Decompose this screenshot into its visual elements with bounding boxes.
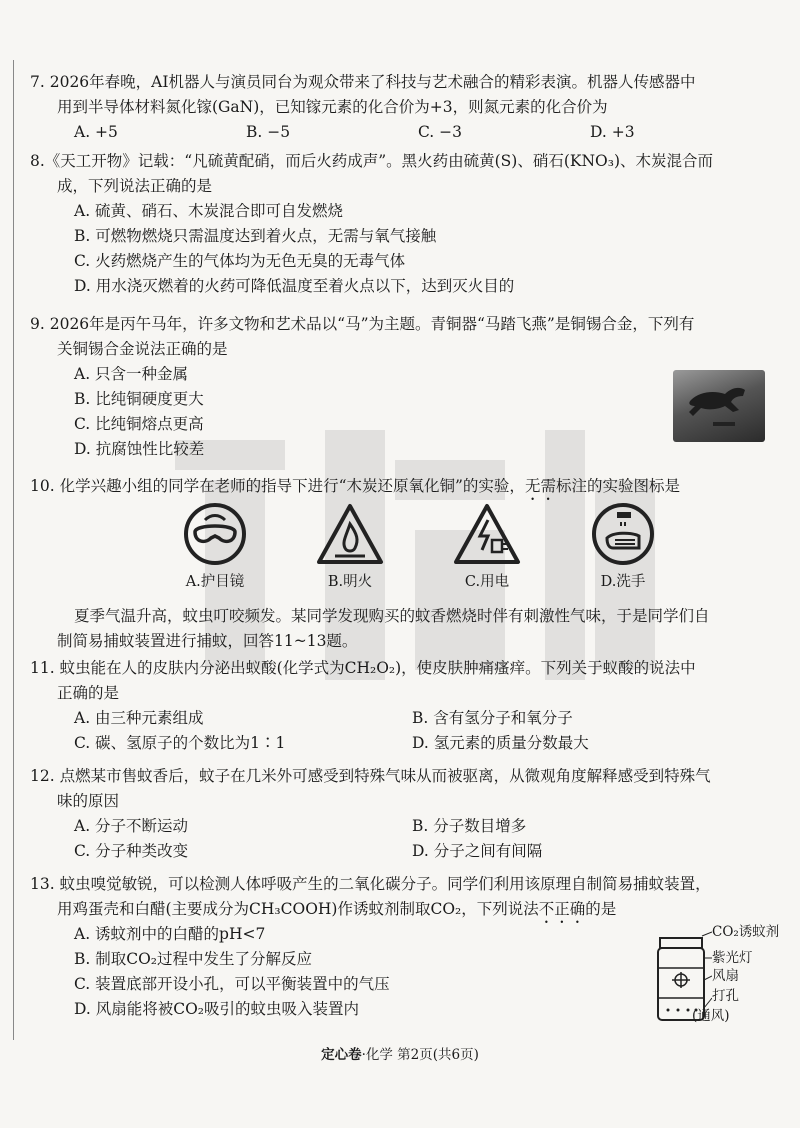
q8-option-b[interactable]: B. 可燃物燃烧只需温度达到着火点，无需与氧气接触	[74, 227, 437, 245]
q7-options	[30, 120, 780, 145]
intro-line-2: 制简易捕蚊装置进行捕蚊，回答11~13题。	[57, 632, 358, 650]
footer-page-info: ·化学 第2页(共6页)	[361, 1047, 479, 1063]
electricity-icon	[452, 502, 522, 566]
q10-icon-label-d: D.洗手	[600, 574, 646, 590]
q13-option-b[interactable]: B. 制取CO₂过程中发生了分解反应	[74, 950, 313, 968]
q12-option-b[interactable]: B. 分子数目增多	[412, 817, 527, 835]
q7-option-d[interactable]: D. +3	[590, 123, 635, 141]
q10-icon-label-c: C.用电	[464, 574, 510, 590]
q9-stem-2: 关铜锡合金说法正确的是	[57, 340, 228, 358]
device-label-holes: 打孔	[712, 988, 739, 1004]
q10-stem: 10. 化学兴趣小组的同学在老师的指导下进行“木炭还原氧化铜”的实验，无需标注的实验图标是	[30, 477, 680, 495]
q11-stem-2: 正确的是	[57, 684, 120, 702]
q13-stem-2: 用鸡蛋壳和白醋(主要成分为CH₃COOH)作诱蚊剂制取CO₂，下列说法不正确的是	[57, 900, 617, 918]
q11-option-a[interactable]: A. 由三种元素组成	[74, 709, 204, 727]
q12-options-row-2	[30, 839, 780, 864]
q10-emphasis: 无需	[524, 477, 556, 495]
q8-stem-1: 8.《天工开物》记载：“凡硫黄配硝，而后火药成声”。黑火药由硫黄(S)、硝石(KNO₃)、木炭混合而	[30, 152, 714, 170]
open-flame-icon	[315, 502, 385, 566]
device-label-co2: CO₂诱蚊剂	[712, 924, 780, 940]
q10-icons	[150, 502, 690, 598]
context-intro	[30, 604, 780, 654]
q12-stem-1: 12. 点燃某市售蚊香后，蚊子在几米外可感受到特殊气味从而被驱离，从微观角度解释感受到特殊气	[30, 767, 711, 785]
question-11	[30, 656, 780, 756]
q10-option-a[interactable]	[150, 502, 280, 591]
mosquito-trap-diagram	[652, 924, 792, 1028]
hand-washing-icon	[591, 502, 655, 566]
q12-option-c[interactable]: C. 分子种类改变	[74, 842, 189, 860]
q12-option-a[interactable]: A. 分子不断运动	[74, 817, 189, 835]
q13-option-c[interactable]: C. 装置底部开设小孔，可以平衡装置中的气压	[74, 975, 390, 993]
q13-emphasis: 不正确	[538, 900, 586, 918]
q9-option-b[interactable]: B. 比纯铜硬度更大	[74, 390, 204, 408]
q13-option-d[interactable]: D. 风扇能将被CO₂吸引的蚊虫吸入装置内	[74, 1000, 360, 1018]
q10-icon-label-a: A.护目镜	[185, 574, 245, 590]
q8-option-d[interactable]: D. 用水浇灭燃着的火药可降低温度至着火点以下，达到灭火目的	[74, 277, 515, 295]
q12-option-d[interactable]: D. 分子之间有间隔	[412, 842, 543, 860]
q11-option-c[interactable]: C. 碳、氢原子的个数比为1∶1	[74, 734, 286, 752]
q7-option-c[interactable]: C. −3	[418, 123, 463, 141]
q7-option-b[interactable]: B. −5	[246, 123, 291, 141]
q10-option-b[interactable]	[285, 502, 415, 591]
q12-options-row-1	[30, 814, 780, 839]
page-footer	[0, 1043, 800, 1063]
margin-rule	[13, 60, 14, 1040]
question-10	[30, 474, 780, 499]
device-label-vent: (通风)	[692, 1008, 730, 1024]
question-12	[30, 764, 780, 864]
question-7	[30, 70, 780, 145]
q10-option-c[interactable]	[422, 502, 552, 591]
device-label-fan: 风扇	[712, 968, 739, 984]
question-9	[30, 312, 780, 462]
q9-option-c[interactable]: C. 比纯铜熔点更高	[74, 415, 204, 433]
q11-options-row-2	[30, 731, 780, 756]
q10-icon-label-b: B.明火	[327, 574, 373, 590]
q7-stem-2: 用到半导体材料氮化镓(GaN)，已知镓元素的化合价为+3，则氮元素的化合价为	[57, 98, 608, 116]
q11-option-d[interactable]: D. 氢元素的质量分数最大	[412, 734, 589, 752]
q8-stem-2: 成，下列说法正确的是	[57, 177, 213, 195]
q7-stem-1: 7. 2026年春晚，AI机器人与演员同台为观众带来了科技与艺术融合的精彩表演。机器人传感器中	[30, 73, 696, 91]
q13-option-a[interactable]: A. 诱蚊剂中的白醋的pH<7	[74, 925, 266, 943]
bronze-horse-photo	[673, 370, 765, 442]
footer-brand: 定心卷	[321, 1047, 362, 1063]
q9-stem-1: 9. 2026年是丙午马年，许多文物和艺术品以“马”为主题。青铜器“马踏飞燕”是铜锡合金，下列有	[30, 315, 695, 333]
q11-option-b[interactable]: B. 含有氢分子和氧分子	[412, 709, 573, 727]
q11-stem-1: 11. 蚊虫能在人的皮肤内分泌出蚁酸(化学式为CH₂O₂)，使皮肤肿痛瘙痒。下列关于蚁酸的说法中	[30, 659, 696, 677]
q13-stem-1: 13. 蚊虫嗅觉敏锐，可以检测人体呼吸产生的二氧化碳分子。同学们利用该原理自制简易捕蚊装置，	[30, 875, 711, 893]
q9-option-a[interactable]: A. 只含一种金属	[74, 365, 189, 383]
q12-stem-2: 味的原因	[57, 792, 120, 810]
q8-option-c[interactable]: C. 火药燃烧产生的气体均为无色无臭的无毒气体	[74, 252, 406, 270]
intro-line-1: 夏季气温升高，蚊虫叮咬频发。某同学发现购买的蚊香燃烧时伴有刺激性气味，于是同学们自	[74, 607, 710, 625]
q10-option-d[interactable]	[558, 502, 688, 591]
horse-silhouette-icon	[673, 370, 765, 442]
q9-option-d[interactable]: D. 抗腐蚀性比较差	[74, 440, 205, 458]
device-label-uv-lamp: 紫光灯	[712, 950, 753, 966]
goggles-icon	[183, 502, 247, 566]
q7-option-a[interactable]: A. +5	[74, 123, 118, 141]
q8-option-a[interactable]: A. 硫黄、硝石、木炭混合即可自发燃烧	[74, 202, 344, 220]
question-8	[30, 149, 780, 299]
q11-options-row-1	[30, 706, 780, 731]
